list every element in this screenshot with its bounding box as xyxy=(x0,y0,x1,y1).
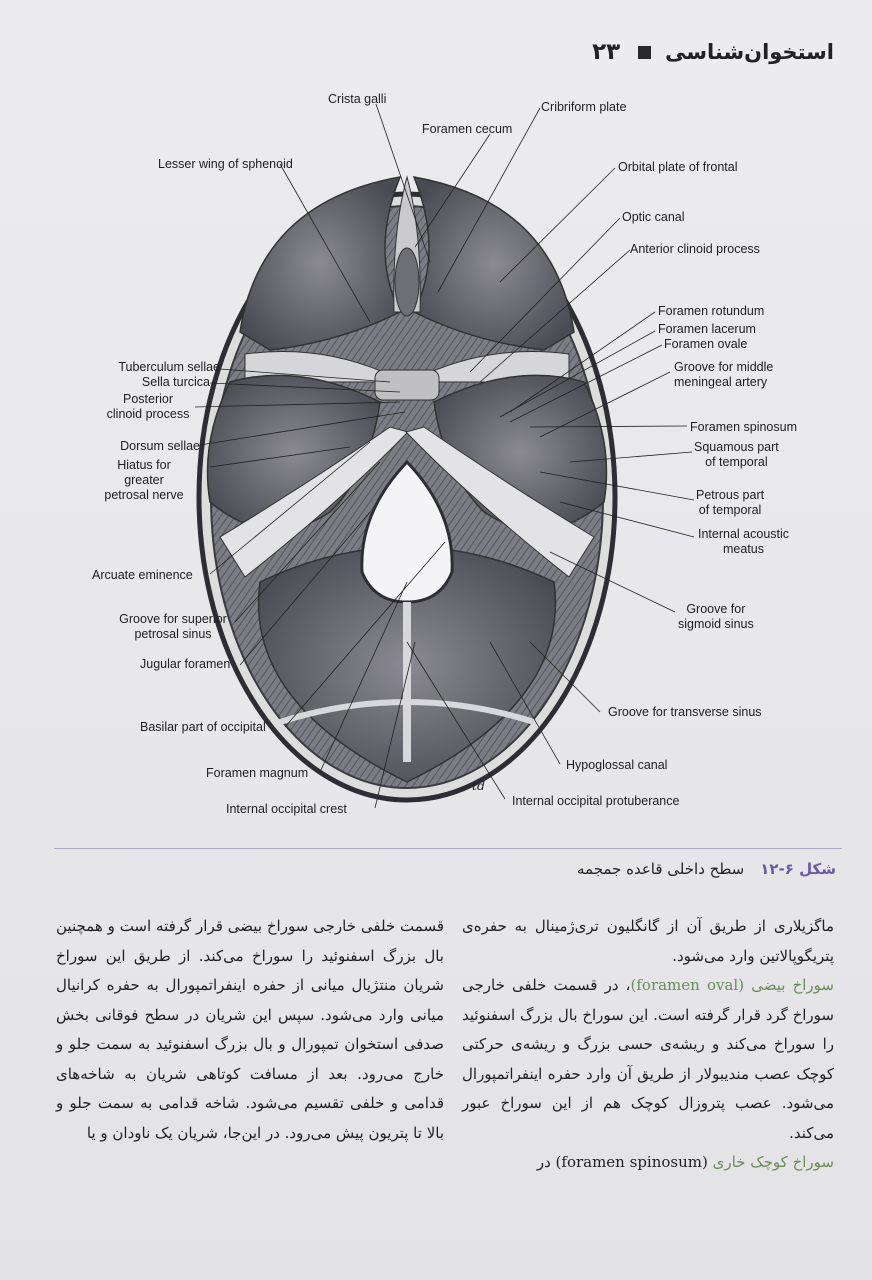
label-foramen-lacerum: Foramen lacerum xyxy=(658,322,756,336)
label-basilar-part: Basilar part of occipital xyxy=(140,720,266,734)
figure-number: شکل ۶-۱۲ xyxy=(760,860,836,878)
label-tuberculum-sellae: Tuberculum sellae xyxy=(118,360,220,374)
text-column-left xyxy=(56,912,444,1148)
text-column-right xyxy=(462,912,834,1178)
caption-divider xyxy=(54,848,842,849)
label-sigmoid: Groove for sigmoid sinus xyxy=(678,602,754,631)
skull-base-figure xyxy=(70,82,797,822)
figure-caption xyxy=(577,860,836,878)
label-internal-occipital-protuberance: Internal occipital protuberance xyxy=(512,794,680,808)
label-crista-galli: Crista galli xyxy=(328,92,387,106)
label-internal-occipital-crest: Internal occipital crest xyxy=(226,802,347,816)
label-dorsum-sellae: Dorsum sellae xyxy=(120,439,200,453)
label-foramen-cecum: Foramen cecum xyxy=(422,122,513,136)
paragraph: قسمت خلفی خارجی سوراخ بیضی قرار گرفته است و همچنین بال بزرگ اسفنوئید را سوراخ می‌کند. از طریق این سوراخ شریان منتژیال میانی از حفره اینفراتمپورال به حفره کرانیال میانی وارد می‌شود. سپس این شریان در سطح فوقانی بخش صدفی استخوان تمپورال و بال بزرگ اسفنوئید به سمت جلو و خارج می‌رود. بعد از مسافت کوتاهی شریان به شاخه‌های قدامی و خلفی تقسیم می‌شود. شاخه قدامی به سمت جلو و بالا تا پتریون پیش می‌رود. در این‌جا، شریان یک ناودان و یا xyxy=(56,917,444,1142)
term-foramen-spinosum: سوراخ کوچک خاری xyxy=(712,1153,834,1171)
label-foramen-magnum: Foramen magnum xyxy=(206,766,309,780)
label-foramen-spinosum: Foramen spinosum xyxy=(690,420,797,434)
figure-title: سطح داخلی قاعده جمجمه xyxy=(576,860,745,878)
chapter-title: استخوان‌شناسی xyxy=(665,40,834,64)
label-foramen-rotundum: Foramen rotundum xyxy=(658,304,765,318)
label-petrous: Petrous part of temporal xyxy=(696,488,765,517)
term-foramen-ovale: سوراخ بیضی (foramen oval) xyxy=(630,976,834,994)
paragraph-foramen-ovale: سوراخ بیضی (foramen oval)، در قسمت خلفی خارجی سوراخ گرد قرار گرفته است. این سوراخ بال بزرگ اسفنوئید را سوراخ می‌کند و ریشه‌ی حسی بزرگ و ریشه‌ی حرکتی کوچک عصب مندیبولار از طریق آن وارد حفره اینفراتمپورال می‌شود. عصب پتروزال کوچک هم از این سوراخ عبور می‌کند. xyxy=(462,976,834,1142)
label-internal-acoustic: Internal acoustic meatus xyxy=(698,527,790,556)
label-orbital-plate: Orbital plate of frontal xyxy=(618,160,738,174)
label-arcuate-eminence: Arcuate eminence xyxy=(92,568,193,582)
page-number: ۲۳ xyxy=(592,39,621,65)
label-hiatus: Hiatus for greater petrosal nerve xyxy=(104,458,184,502)
label-cribriform-plate: Cribriform plate xyxy=(541,100,627,114)
label-hypoglossal-canal: Hypoglossal canal xyxy=(566,758,668,772)
paragraph-foramen-spinosum: سوراخ کوچک خاری (foramen spinosum) در xyxy=(536,1153,834,1171)
label-anterior-clinoid: Anterior clinoid process xyxy=(630,242,760,256)
label-superior-petrosal: Groove for superior petrosal sinus xyxy=(119,612,227,641)
label-sella-turcica: Sella turcica xyxy=(141,375,210,389)
label-optic-canal: Optic canal xyxy=(622,210,685,224)
label-foramen-ovale: Foramen ovale xyxy=(664,337,748,351)
label-lesser-wing: Lesser wing of sphenoid xyxy=(158,157,293,171)
label-jugular-foramen: Jugular foramen xyxy=(140,657,231,671)
page-header xyxy=(50,30,834,74)
label-squamous: Squamous part of temporal xyxy=(694,440,779,469)
label-groove-transverse: Groove for transverse sinus xyxy=(608,705,762,719)
label-groove-mma: Groove for middle meningeal artery xyxy=(674,360,774,389)
label-posterior-clinoid: Posterior clinoid process xyxy=(106,392,190,421)
header-square-icon xyxy=(638,46,651,59)
artist-signature: td xyxy=(472,778,486,793)
paragraph: ماگزیلاری از طریق آن از گانگلیون تری‌ژمینال به حفره‌ی پتریگوپالاتین وارد می‌شود. xyxy=(462,917,834,965)
